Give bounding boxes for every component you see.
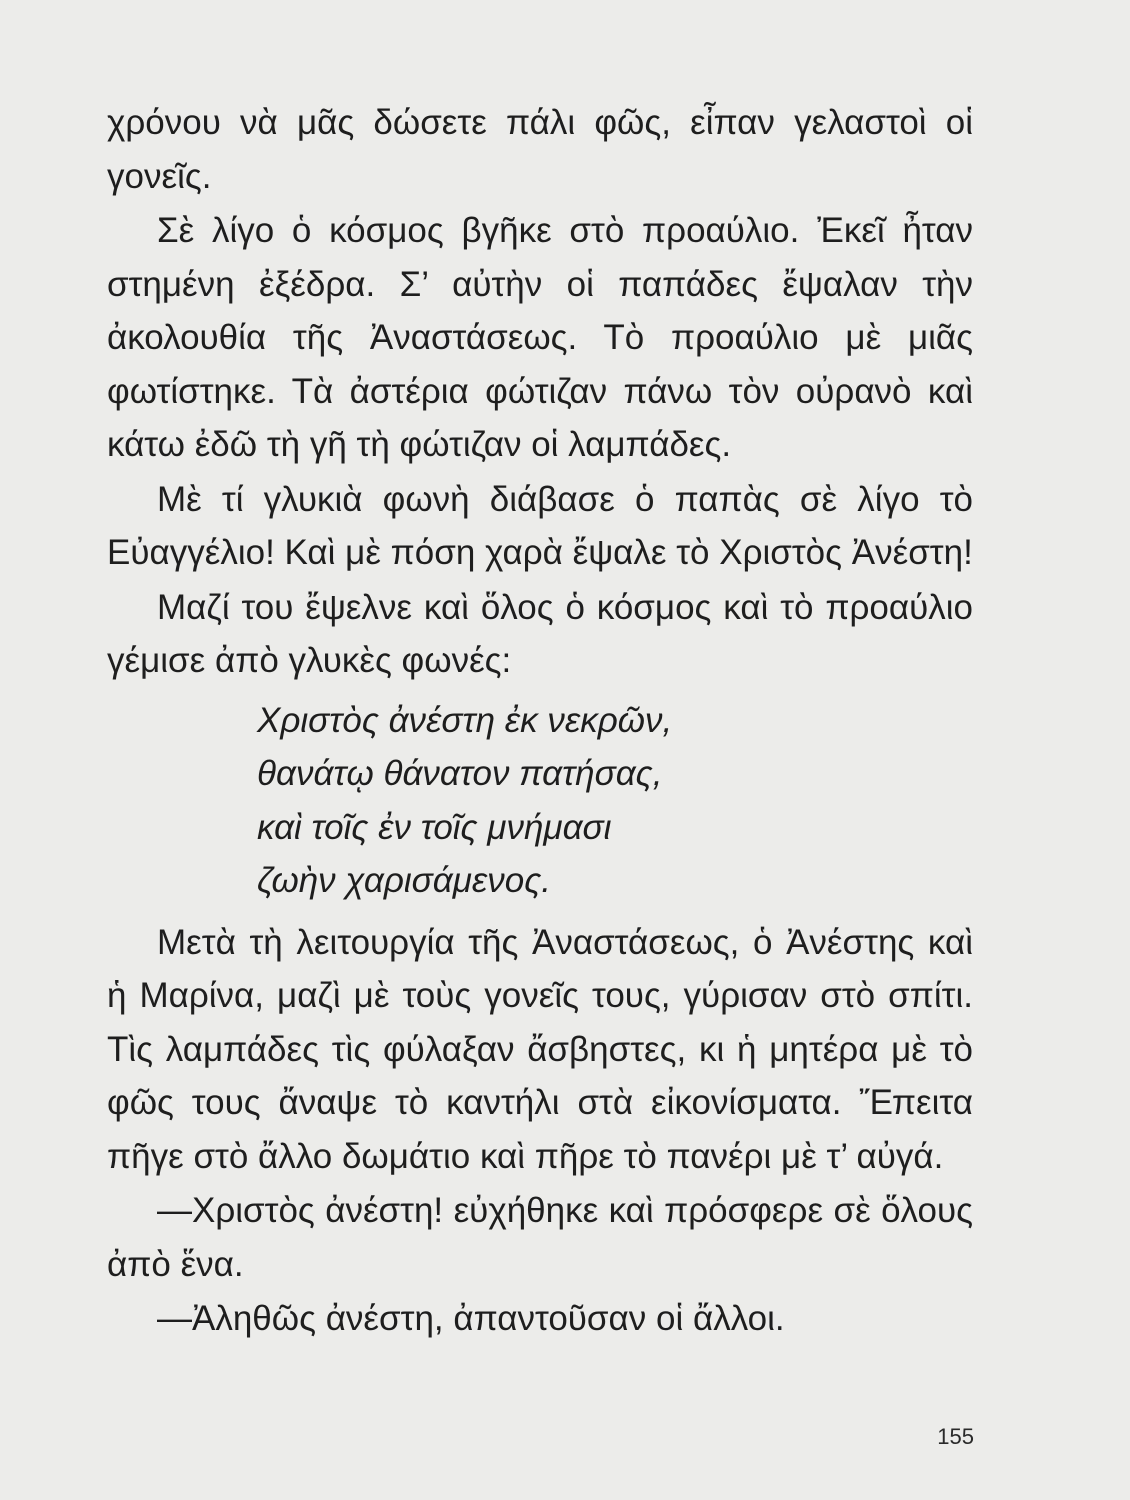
paragraph-continuation: χρόνου νὰ μᾶς δώσετε πάλι φῶς, εἶπαν γελαστοὶ οἱ γονεῖς.	[107, 103, 973, 196]
hymn-line: καὶ τοῖς ἐν τοῖς μνήμασι	[257, 807, 612, 847]
hymn-line: θανάτῳ θάνατον πατήσας,	[257, 754, 663, 793]
page-text	[107, 96, 973, 1346]
paragraph-courtyard: Σὲ λίγο ὁ κόσμος βγῆκε στὸ προαύλιο. Ἐκεῖ ἦταν στημένη ἐξέδρα. Σ’ αὐτὴν οἱ παπάδες ἔψαλαν τὴν ἀκολουθία τῆς Ἀναστάσεως. Τὸ προαύλιο μὲ μιᾶς φωτίστηκε. Τὰ ἀστέρια φώτιζαν πάνω τὸν οὐρανὸ καὶ κάτω ἐδῶ τὴ γῆ τὴ φώτιζαν οἱ λαμπάδες.	[107, 211, 973, 464]
paragraph-return-home: Μετὰ τὴ λειτουργία τῆς Ἀναστάσεως, ὁ Ἀνέστης καὶ ἡ Μαρίνα, μαζὶ μὲ τοὺς γονεῖς τους, γύρισαν στὸ σπίτι. Τὶς λαμπάδες τὶς φύλαξαν ἄσβηστες, κι ἡ μητέρα μὲ τὸ φῶς τους ἄναψε τὸ καντήλι στὰ εἰκονίσματα. Ἔπειτα πῆγε στὸ ἄλλο δωμάτιο καὶ πῆρε τὸ πανέρι μὲ τ’ αὐγά.	[107, 922, 973, 1176]
hymn-line: Χριστὸς ἀνέστη ἐκ νεκρῶν,	[257, 700, 673, 740]
hymn-line: ζωὴν χαρισάμενος.	[257, 861, 552, 900]
paragraph-reply: —Ἀληθῶς ἀνέστη, ἀπαντοῦσαν οἱ ἄλλοι.	[157, 1299, 785, 1338]
paragraph-gospel: Μὲ τί γλυκιὰ φωνὴ διάβασε ὁ παπὰς σὲ λίγο τὸ Εὐαγγέλιο! Καὶ μὲ πόση χαρὰ ἔψαλε τὸ Χριστὸς Ἀνέστη!	[107, 479, 973, 572]
page-number: 155	[937, 1424, 974, 1449]
hymn-verse	[257, 694, 973, 908]
paragraph-chanting: Μαζί του ἔψελνε καὶ ὅλος ὁ κόσμος καὶ τὸ προαύλιο γέμισε ἀπὸ γλυκὲς φωνές:	[107, 587, 973, 680]
paragraph-greeting: —Χριστὸς ἀνέστη! εὐχήθηκε καὶ πρόσφερε σὲ ὅλους ἀπὸ ἕνα.	[107, 1191, 973, 1284]
